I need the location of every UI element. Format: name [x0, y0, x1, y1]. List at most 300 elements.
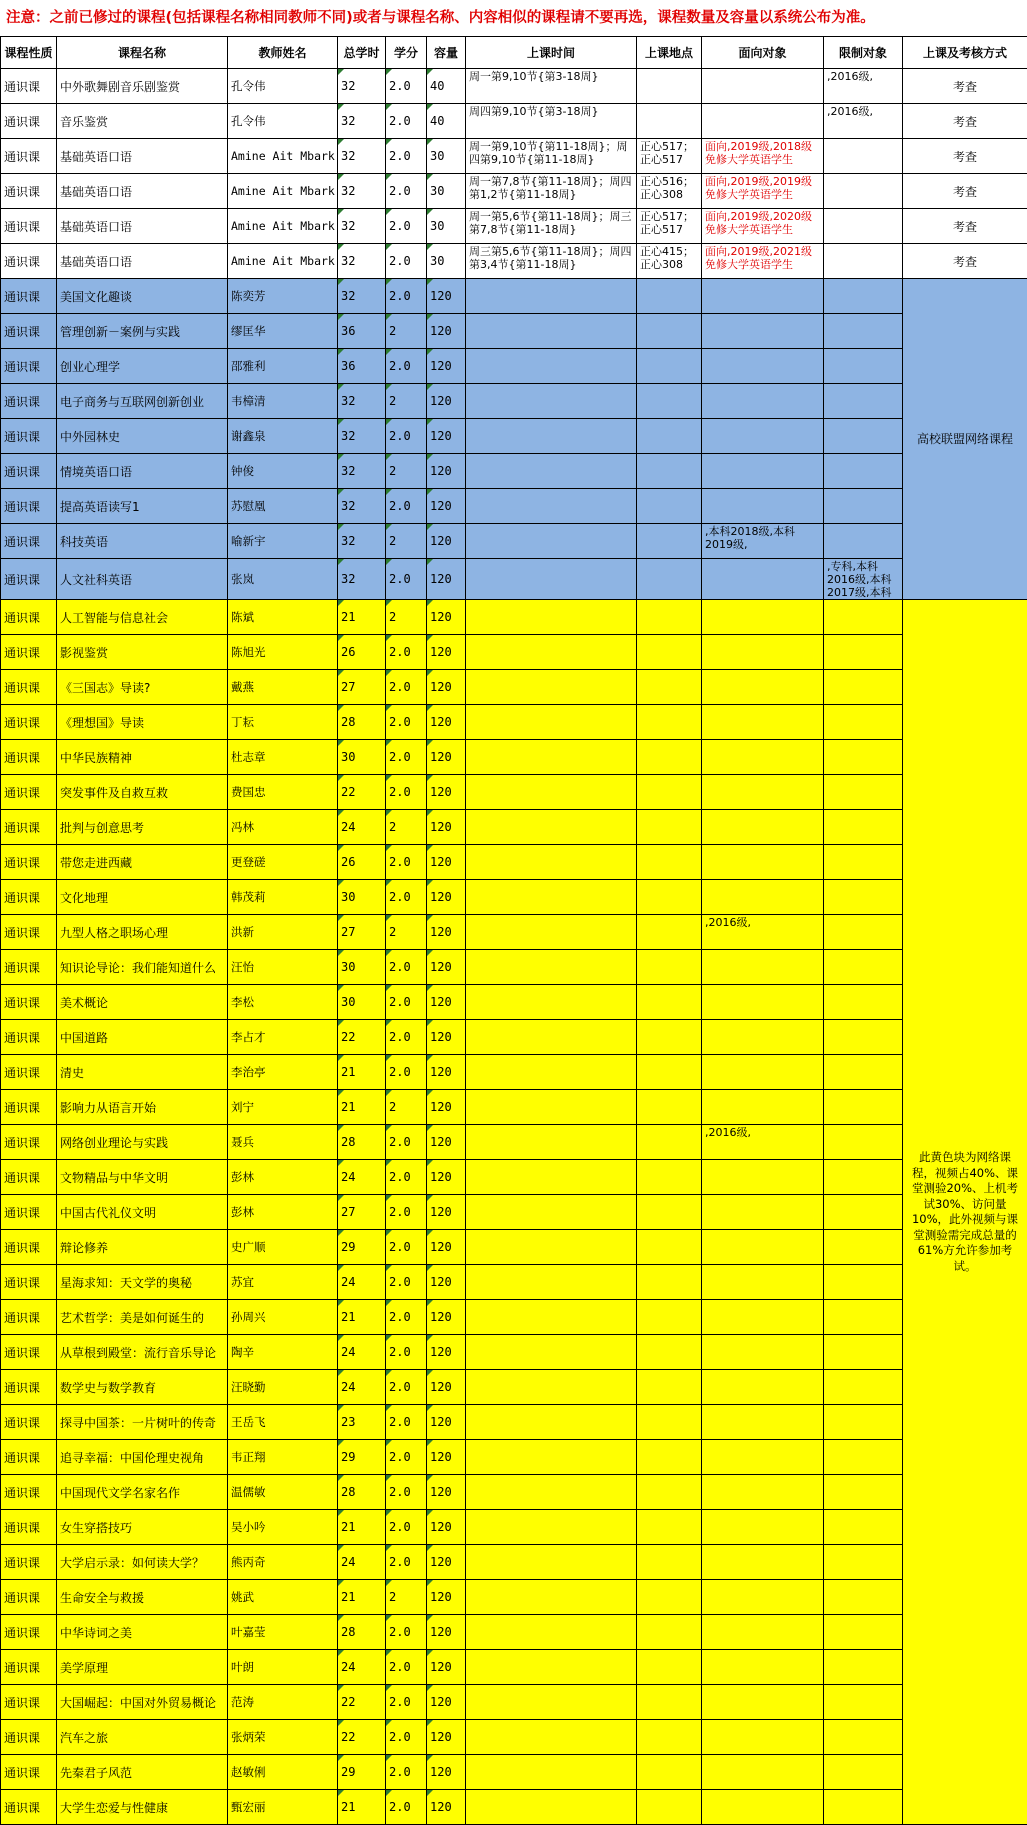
- location-cell: [637, 1580, 702, 1615]
- capacity-cell: 120: [427, 314, 466, 349]
- credit-cell: 2: [386, 314, 427, 349]
- restriction-cell: [824, 244, 903, 279]
- table-row: [1, 174, 1027, 209]
- table-row: [1, 1090, 1027, 1125]
- course-type-cell: 通识课: [1, 1720, 57, 1755]
- hours-cell: 30: [338, 880, 386, 915]
- target-cell: [702, 985, 824, 1020]
- course-type-cell: 通识课: [1, 845, 57, 880]
- hours-cell: 24: [338, 1335, 386, 1370]
- location-cell: [637, 1300, 702, 1335]
- target-cell: [702, 1475, 824, 1510]
- capacity-cell: 120: [427, 454, 466, 489]
- course-type-cell: 通识课: [1, 384, 57, 419]
- class-time-cell: [466, 1055, 637, 1090]
- class-time-cell: 周一第9,10节{第11-18周}；周四第9,10节{第11-18周}: [466, 139, 637, 174]
- table-row: [1, 1230, 1027, 1265]
- teacher-cell: 叶嘉莹: [228, 1615, 338, 1650]
- capacity-cell: 120: [427, 1370, 466, 1405]
- teacher-cell: 陈斌: [228, 600, 338, 635]
- class-time-cell: [466, 775, 637, 810]
- class-time-cell: [466, 384, 637, 419]
- teacher-cell: 谢鑫泉: [228, 419, 338, 454]
- credit-cell: 2.0: [386, 1440, 427, 1475]
- restriction-cell: [824, 1650, 903, 1685]
- exam-mode-cell: 考查: [903, 209, 1027, 244]
- course-type-cell: 通识课: [1, 1580, 57, 1615]
- class-time-cell: [466, 740, 637, 775]
- target-cell: [702, 1720, 824, 1755]
- teacher-cell: 范涛: [228, 1685, 338, 1720]
- credit-cell: 2.0: [386, 1545, 427, 1580]
- class-time-cell: [466, 1685, 637, 1720]
- restriction-cell: [824, 349, 903, 384]
- credit-cell: 2.0: [386, 1405, 427, 1440]
- capacity-cell: 120: [427, 559, 466, 600]
- restriction-cell: [824, 915, 903, 950]
- hours-cell: 24: [338, 1160, 386, 1195]
- teacher-cell: 喻新宇: [228, 524, 338, 559]
- capacity-cell: 120: [427, 1335, 466, 1370]
- credit-cell: 2.0: [386, 740, 427, 775]
- course-type-cell: 通识课: [1, 670, 57, 705]
- target-cell: [702, 1055, 824, 1090]
- hours-cell: 32: [338, 104, 386, 139]
- credit-cell: 2.0: [386, 489, 427, 524]
- course-type-cell: 通识课: [1, 635, 57, 670]
- class-time-cell: [466, 600, 637, 635]
- online-alliance-note: 高校联盟网络课程: [903, 279, 1027, 600]
- table-row: [1, 635, 1027, 670]
- target-cell: [702, 1090, 824, 1125]
- credit-cell: 2.0: [386, 985, 427, 1020]
- teacher-cell: 缪匡华: [228, 314, 338, 349]
- target-cell: [702, 419, 824, 454]
- restriction-cell: [824, 950, 903, 985]
- course-type-cell: 通识课: [1, 524, 57, 559]
- credit-cell: 2.0: [386, 1195, 427, 1230]
- course-name-cell: 星海求知：天文学的奥秘: [57, 1265, 228, 1300]
- course-name-cell: 中外园林史: [57, 419, 228, 454]
- restriction-cell: [824, 880, 903, 915]
- course-type-cell: 通识课: [1, 559, 57, 600]
- capacity-cell: 120: [427, 1650, 466, 1685]
- restriction-cell: [824, 1615, 903, 1650]
- location-cell: [637, 1440, 702, 1475]
- table-row: [1, 1195, 1027, 1230]
- course-type-cell: 通识课: [1, 985, 57, 1020]
- course-name-cell: 情境英语口语: [57, 454, 228, 489]
- credit-cell: 2.0: [386, 1055, 427, 1090]
- credit-cell: 2.0: [386, 1510, 427, 1545]
- credit-cell: 2.0: [386, 705, 427, 740]
- capacity-cell: 120: [427, 810, 466, 845]
- restriction-cell: [824, 1405, 903, 1440]
- hours-cell: 32: [338, 244, 386, 279]
- capacity-cell: 120: [427, 1720, 466, 1755]
- restriction-cell: [824, 845, 903, 880]
- table-row: [1, 1335, 1027, 1370]
- restriction-cell: [824, 1265, 903, 1300]
- hours-cell: 29: [338, 1230, 386, 1265]
- target-cell: [702, 1405, 824, 1440]
- location-cell: [637, 740, 702, 775]
- header-class-time: 上课时间: [466, 37, 637, 69]
- target-cell: [702, 1020, 824, 1055]
- capacity-cell: 120: [427, 1790, 466, 1825]
- class-time-cell: [466, 1160, 637, 1195]
- location-cell: [637, 1755, 702, 1790]
- hours-cell: 32: [338, 139, 386, 174]
- class-time-cell: [466, 810, 637, 845]
- target-cell: [702, 314, 824, 349]
- course-name-cell: 带您走进西藏: [57, 845, 228, 880]
- target-cell: [702, 384, 824, 419]
- course-name-cell: 音乐鉴赏: [57, 104, 228, 139]
- hours-cell: 29: [338, 1440, 386, 1475]
- location-cell: [637, 1405, 702, 1440]
- target-cell: [702, 1545, 824, 1580]
- table-row: [1, 1615, 1027, 1650]
- course-name-cell: 中国现代文学名家名作: [57, 1475, 228, 1510]
- restriction-cell: [824, 1755, 903, 1790]
- target-cell: [702, 104, 824, 139]
- course-name-cell: 影响力从语言开始: [57, 1090, 228, 1125]
- capacity-cell: 120: [427, 1230, 466, 1265]
- course-name-cell: 中华民族精神: [57, 740, 228, 775]
- credit-cell: 2.0: [386, 775, 427, 810]
- credit-cell: 2.0: [386, 1230, 427, 1265]
- course-name-cell: 《理想国》导读: [57, 705, 228, 740]
- target-cell: [702, 559, 824, 600]
- teacher-cell: 彭林: [228, 1160, 338, 1195]
- teacher-cell: 温儒敏: [228, 1475, 338, 1510]
- capacity-cell: 120: [427, 670, 466, 705]
- target-cell: [702, 1580, 824, 1615]
- target-cell: [702, 1685, 824, 1720]
- restriction-cell: [824, 810, 903, 845]
- course-type-cell: 通识课: [1, 740, 57, 775]
- capacity-cell: 120: [427, 279, 466, 314]
- table-row: [1, 489, 1027, 524]
- course-name-cell: 女生穿搭技巧: [57, 1510, 228, 1545]
- location-cell: [637, 1370, 702, 1405]
- restriction-cell: [824, 174, 903, 209]
- capacity-cell: 120: [427, 1580, 466, 1615]
- course-type-cell: 通识课: [1, 880, 57, 915]
- location-cell: [637, 1335, 702, 1370]
- course-name-cell: 美术概论: [57, 985, 228, 1020]
- table-row: [1, 244, 1027, 279]
- restriction-cell: [824, 209, 903, 244]
- credit-cell: 2.0: [386, 845, 427, 880]
- hours-cell: 29: [338, 1755, 386, 1790]
- course-type-cell: 通识课: [1, 69, 57, 104]
- table-row: [1, 1755, 1027, 1790]
- target-cell: 面向,2019级,2020级免修大学英语学生: [702, 209, 824, 244]
- hours-cell: 24: [338, 1545, 386, 1580]
- course-name-cell: 电子商务与互联网创新创业: [57, 384, 228, 419]
- restriction-cell: [824, 1370, 903, 1405]
- teacher-cell: 甄宏丽: [228, 1790, 338, 1825]
- location-cell: [637, 524, 702, 559]
- capacity-cell: 120: [427, 880, 466, 915]
- hours-cell: 32: [338, 454, 386, 489]
- teacher-cell: 赵敏俐: [228, 1755, 338, 1790]
- course-type-cell: 通识课: [1, 174, 57, 209]
- location-cell: [637, 845, 702, 880]
- location-cell: [637, 915, 702, 950]
- restriction-cell: [824, 1580, 903, 1615]
- target-cell: [702, 635, 824, 670]
- class-time-cell: 周三第5,6节{第11-18周}；周四第3,4节{第11-18周}: [466, 244, 637, 279]
- credit-cell: 2.0: [386, 1265, 427, 1300]
- table-row: [1, 1510, 1027, 1545]
- class-time-cell: [466, 1545, 637, 1580]
- hours-cell: 28: [338, 1615, 386, 1650]
- credit-cell: 2: [386, 454, 427, 489]
- course-name-cell: 中华诗词之美: [57, 1615, 228, 1650]
- capacity-cell: 120: [427, 1440, 466, 1475]
- capacity-cell: 120: [427, 915, 466, 950]
- notice-banner: 注意：之前已修过的课程(包括课程名称相同教师不同)或者与课程名称、内容相似的课程请不要再选，课程数量及容量以系统公布为准。: [0, 0, 1027, 36]
- restriction-cell: [824, 279, 903, 314]
- target-cell: [702, 1440, 824, 1475]
- header-location: 上课地点: [637, 37, 702, 69]
- table-row: [1, 279, 1027, 314]
- class-time-cell: 周四第9,10节{第3-18周}: [466, 104, 637, 139]
- teacher-cell: 苏慰凰: [228, 489, 338, 524]
- restriction-cell: [824, 489, 903, 524]
- teacher-cell: 王岳飞: [228, 1405, 338, 1440]
- credit-cell: 2.0: [386, 69, 427, 104]
- online-course-note: 此黄色块为网络课程，视频占40%、课堂测验20%、上机考试30%、访问量10%，此外视频与课堂测验需完成总量的61%方允许参加考试。: [903, 600, 1027, 1825]
- capacity-cell: 120: [427, 1020, 466, 1055]
- capacity-cell: 120: [427, 950, 466, 985]
- target-cell: [702, 1160, 824, 1195]
- course-name-cell: 知识论导论：我们能知道什么: [57, 950, 228, 985]
- course-type-cell: 通识课: [1, 104, 57, 139]
- class-time-cell: [466, 1720, 637, 1755]
- target-cell: [702, 1615, 824, 1650]
- table-row: [1, 740, 1027, 775]
- teacher-cell: Amine Ait Mbark: [228, 174, 338, 209]
- target-cell: [702, 1510, 824, 1545]
- table-row: [1, 69, 1027, 104]
- hours-cell: 28: [338, 1475, 386, 1510]
- target-cell: [702, 600, 824, 635]
- capacity-cell: 120: [427, 524, 466, 559]
- credit-cell: 2.0: [386, 244, 427, 279]
- teacher-cell: 陈奕芳: [228, 279, 338, 314]
- location-cell: 正心517；正心517: [637, 209, 702, 244]
- credit-cell: 2.0: [386, 1790, 427, 1825]
- credit-cell: 2.0: [386, 174, 427, 209]
- table-row: [1, 1370, 1027, 1405]
- location-cell: 正心517；正心517: [637, 139, 702, 174]
- course-name-cell: 人文社科英语: [57, 559, 228, 600]
- target-cell: [702, 1195, 824, 1230]
- hours-cell: 23: [338, 1405, 386, 1440]
- class-time-cell: [466, 1195, 637, 1230]
- teacher-cell: 钟俊: [228, 454, 338, 489]
- course-name-cell: 基础英语口语: [57, 244, 228, 279]
- target-cell: [702, 1790, 824, 1825]
- table-row: [1, 810, 1027, 845]
- target-cell: [702, 69, 824, 104]
- capacity-cell: 120: [427, 775, 466, 810]
- restriction-cell: [824, 635, 903, 670]
- hours-cell: 32: [338, 209, 386, 244]
- credit-cell: 2: [386, 524, 427, 559]
- teacher-cell: 戴燕: [228, 670, 338, 705]
- course-name-cell: 文化地理: [57, 880, 228, 915]
- hours-cell: 21: [338, 1055, 386, 1090]
- class-time-cell: 周一第9,10节{第3-18周}: [466, 69, 637, 104]
- restriction-cell: [824, 1720, 903, 1755]
- class-time-cell: [466, 1020, 637, 1055]
- course-name-cell: 网络创业理论与实践: [57, 1125, 228, 1160]
- hours-cell: 24: [338, 810, 386, 845]
- course-name-cell: 科技英语: [57, 524, 228, 559]
- location-cell: 正心415；正心308: [637, 244, 702, 279]
- capacity-cell: 120: [427, 1545, 466, 1580]
- credit-cell: 2.0: [386, 635, 427, 670]
- target-cell: [702, 1335, 824, 1370]
- course-type-cell: 通识课: [1, 1685, 57, 1720]
- location-cell: [637, 559, 702, 600]
- teacher-cell: 李占才: [228, 1020, 338, 1055]
- course-type-cell: 通识课: [1, 1265, 57, 1300]
- header-course-type: 课程性质: [1, 37, 57, 69]
- course-type-cell: 通识课: [1, 349, 57, 384]
- table-row: [1, 705, 1027, 740]
- exam-mode-cell: 考查: [903, 139, 1027, 174]
- class-time-cell: [466, 1650, 637, 1685]
- credit-cell: 2: [386, 915, 427, 950]
- hours-cell: 22: [338, 1720, 386, 1755]
- hours-cell: 30: [338, 985, 386, 1020]
- capacity-cell: 40: [427, 104, 466, 139]
- teacher-cell: 孔令伟: [228, 104, 338, 139]
- course-name-cell: 从草根到殿堂：流行音乐导论: [57, 1335, 228, 1370]
- table-row: [1, 880, 1027, 915]
- hours-cell: 21: [338, 1510, 386, 1545]
- teacher-cell: 叶朗: [228, 1650, 338, 1685]
- teacher-cell: 陶辛: [228, 1335, 338, 1370]
- target-cell: 面向,2019级,2018级免修大学英语学生: [702, 139, 824, 174]
- header-total-hours: 总学时: [338, 37, 386, 69]
- exam-mode-cell: 考查: [903, 69, 1027, 104]
- teacher-cell: 汪怡: [228, 950, 338, 985]
- hours-cell: 24: [338, 1265, 386, 1300]
- course-name-cell: 《三国志》导读?: [57, 670, 228, 705]
- class-time-cell: [466, 454, 637, 489]
- class-time-cell: [466, 1615, 637, 1650]
- teacher-cell: 刘宁: [228, 1090, 338, 1125]
- location-cell: [637, 1055, 702, 1090]
- restriction-cell: [824, 454, 903, 489]
- course-type-cell: 通识课: [1, 1475, 57, 1510]
- capacity-cell: 120: [427, 489, 466, 524]
- course-name-cell: 影视鉴赏: [57, 635, 228, 670]
- capacity-cell: 120: [427, 1090, 466, 1125]
- class-time-cell: [466, 845, 637, 880]
- class-time-cell: [466, 1090, 637, 1125]
- hours-cell: 30: [338, 740, 386, 775]
- teacher-cell: 邵雅利: [228, 349, 338, 384]
- course-name-cell: 基础英语口语: [57, 139, 228, 174]
- capacity-cell: 120: [427, 1405, 466, 1440]
- class-time-cell: [466, 524, 637, 559]
- teacher-cell: 彭林: [228, 1195, 338, 1230]
- credit-cell: 2.0: [386, 950, 427, 985]
- capacity-cell: 120: [427, 349, 466, 384]
- table-row: [1, 1580, 1027, 1615]
- class-time-cell: 周一第5,6节{第11-18周}；周三第7,8节{第11-18周}: [466, 209, 637, 244]
- location-cell: 正心516；正心308: [637, 174, 702, 209]
- course-type-cell: 通识课: [1, 1335, 57, 1370]
- class-time-cell: [466, 705, 637, 740]
- restriction-cell: [824, 705, 903, 740]
- course-type-cell: 通识课: [1, 1055, 57, 1090]
- capacity-cell: 120: [427, 1265, 466, 1300]
- capacity-cell: 120: [427, 1055, 466, 1090]
- restriction-cell: [824, 600, 903, 635]
- hours-cell: 27: [338, 1195, 386, 1230]
- course-name-cell: 汽车之旅: [57, 1720, 228, 1755]
- course-name-cell: 基础英语口语: [57, 209, 228, 244]
- target-cell: ,2016级,: [702, 915, 824, 950]
- course-type-cell: 通识课: [1, 454, 57, 489]
- restriction-cell: [824, 1335, 903, 1370]
- hours-cell: 26: [338, 635, 386, 670]
- target-cell: 面向,2019级,2019级免修大学英语学生: [702, 174, 824, 209]
- header-exam-mode: 上课及考核方式: [903, 37, 1027, 69]
- course-type-cell: 通识课: [1, 1370, 57, 1405]
- restriction-cell: [824, 1300, 903, 1335]
- table-row: [1, 600, 1027, 635]
- course-table: [0, 36, 1027, 1825]
- course-type-cell: 通识课: [1, 1650, 57, 1685]
- location-cell: [637, 314, 702, 349]
- table-row: [1, 1055, 1027, 1090]
- exam-mode-cell: 考查: [903, 174, 1027, 209]
- course-name-cell: 艺术哲学：美是如何诞生的: [57, 1300, 228, 1335]
- target-cell: [702, 880, 824, 915]
- course-type-cell: 通识课: [1, 1160, 57, 1195]
- course-type-cell: 通识课: [1, 1790, 57, 1825]
- location-cell: [637, 880, 702, 915]
- teacher-cell: 韦正翔: [228, 1440, 338, 1475]
- target-cell: [702, 705, 824, 740]
- location-cell: [637, 1265, 702, 1300]
- location-cell: [637, 1475, 702, 1510]
- credit-cell: 2.0: [386, 1650, 427, 1685]
- capacity-cell: 30: [427, 139, 466, 174]
- table-row: [1, 1650, 1027, 1685]
- credit-cell: 2.0: [386, 349, 427, 384]
- restriction-cell: [824, 1790, 903, 1825]
- class-time-cell: [466, 880, 637, 915]
- credit-cell: 2.0: [386, 279, 427, 314]
- hours-cell: 21: [338, 1580, 386, 1615]
- hours-cell: 32: [338, 384, 386, 419]
- hours-cell: 36: [338, 314, 386, 349]
- course-name-cell: 中国道路: [57, 1020, 228, 1055]
- class-time-cell: [466, 1790, 637, 1825]
- teacher-cell: 史广顺: [228, 1230, 338, 1265]
